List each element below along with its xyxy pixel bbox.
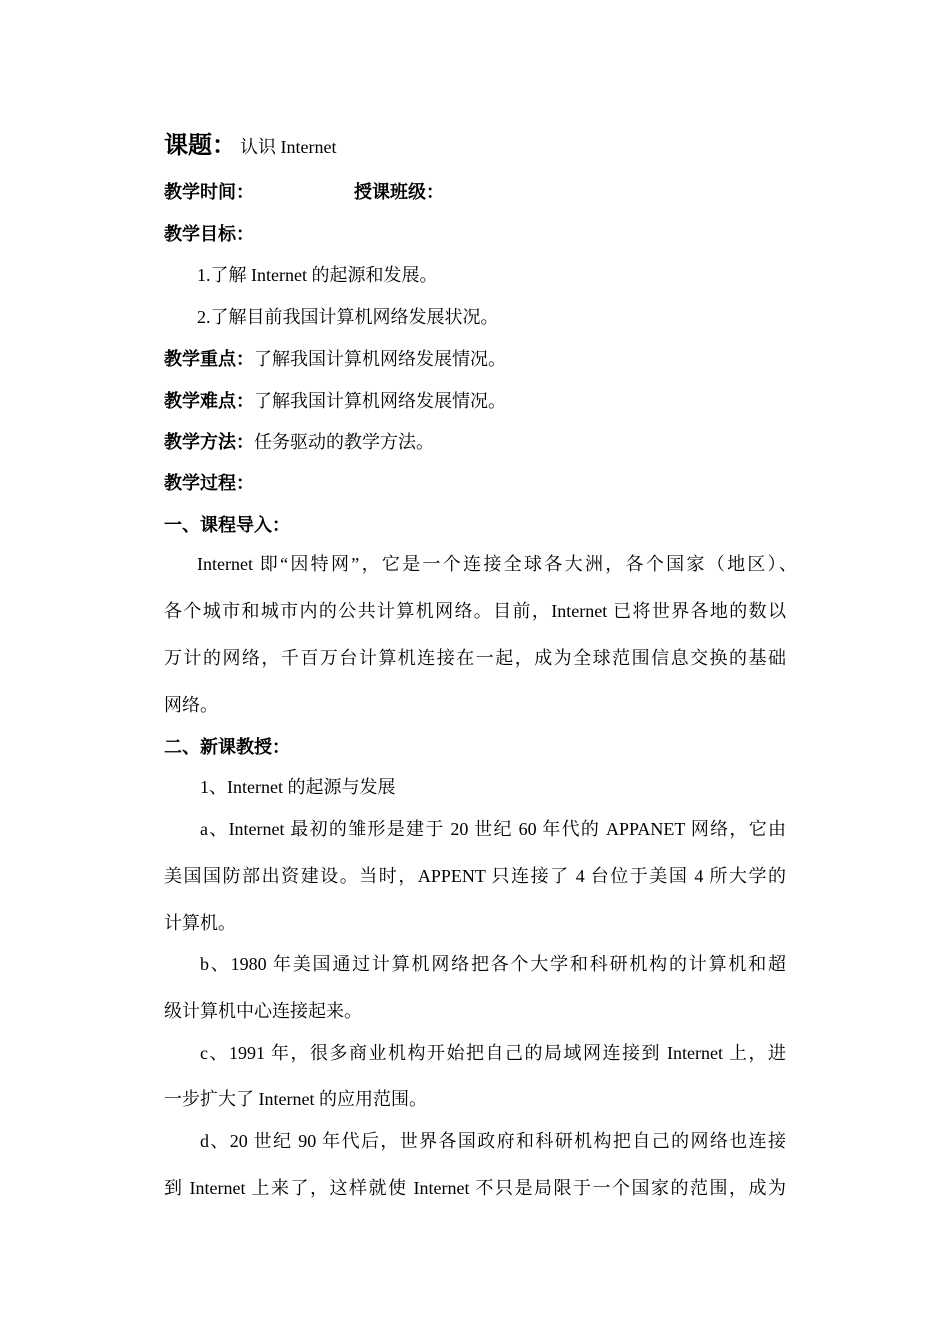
section1-heading: 一、课程导入： (164, 515, 290, 535)
objectives-label: 教学目标： (164, 224, 254, 244)
key-point-row (164, 347, 506, 371)
paragraph-line: d、20 世纪 90 年代后，世界各国政府和科研机构把自己的网络也连接 (200, 1131, 786, 1151)
key-point-label: 教学重点： (164, 349, 254, 369)
paragraph-line: 万计的网络，千百万台计算机连接在一起，成为全球范围信息交换的基础 (164, 648, 786, 668)
process-label: 教学过程： (164, 473, 254, 493)
paragraph-line: 计算机。 (164, 913, 236, 933)
objective-item: 1.了解 Internet 的起源和发展。 (197, 265, 438, 285)
paragraph-line: 美国国防部出资建设。当时，APPENT 只连接了 4 台位于美国 4 所大学的 (164, 866, 786, 886)
paragraph-line: 一步扩大了 Internet 的应用范围。 (164, 1089, 427, 1109)
paragraph-line: 级计算机中心连接起来。 (164, 1001, 362, 1021)
method-value: 任务驱动的教学方法。 (254, 432, 434, 452)
paragraph-line: 到 Internet 上来了，这样就使 Internet 不只是局限于一个国家的范围，成为 (164, 1178, 786, 1198)
class-label: 授课班级： (354, 182, 444, 202)
time-class-row (164, 180, 444, 204)
time-label: 教学时间： (164, 182, 254, 202)
objective-item: 2.了解目前我国计算机网络发展状况。 (197, 307, 499, 327)
method-row (164, 430, 434, 454)
paragraph-line: 各个城市和城市内的公共计算机网络。目前，Internet 已将世界各地的数以 (164, 601, 786, 621)
key-point-value: 了解我国计算机网络发展情况。 (254, 349, 506, 369)
paragraph-line: Internet 即“因特网”，它是一个连接全球各大洲，各个国家（地区）、 (197, 554, 797, 574)
lesson-title (164, 134, 336, 159)
difficulty-row (164, 389, 506, 413)
paragraph-line: 网络。 (164, 695, 218, 715)
difficulty-label: 教学难点： (164, 391, 254, 411)
paragraph-line: a、Internet 最初的雏形是建于 20 世纪 60 年代的 APPANET 网络，它由 (200, 819, 786, 839)
section2-heading: 二、新课教授： (164, 737, 290, 757)
title-value: 认识 Internet (240, 137, 337, 157)
section2-subheading: 1、Internet 的起源与发展 (200, 777, 396, 797)
title-label: 课题： (164, 133, 236, 159)
paragraph-line: c、1991 年，很多商业机构开始把自己的局域网连接到 Internet 上，进 (200, 1043, 786, 1063)
method-label: 教学方法： (164, 432, 254, 452)
difficulty-value: 了解我国计算机网络发展情况。 (254, 391, 506, 411)
paragraph-line: b、1980 年美国通过计算机网络把各个大学和科研机构的计算机和超 (200, 954, 786, 974)
